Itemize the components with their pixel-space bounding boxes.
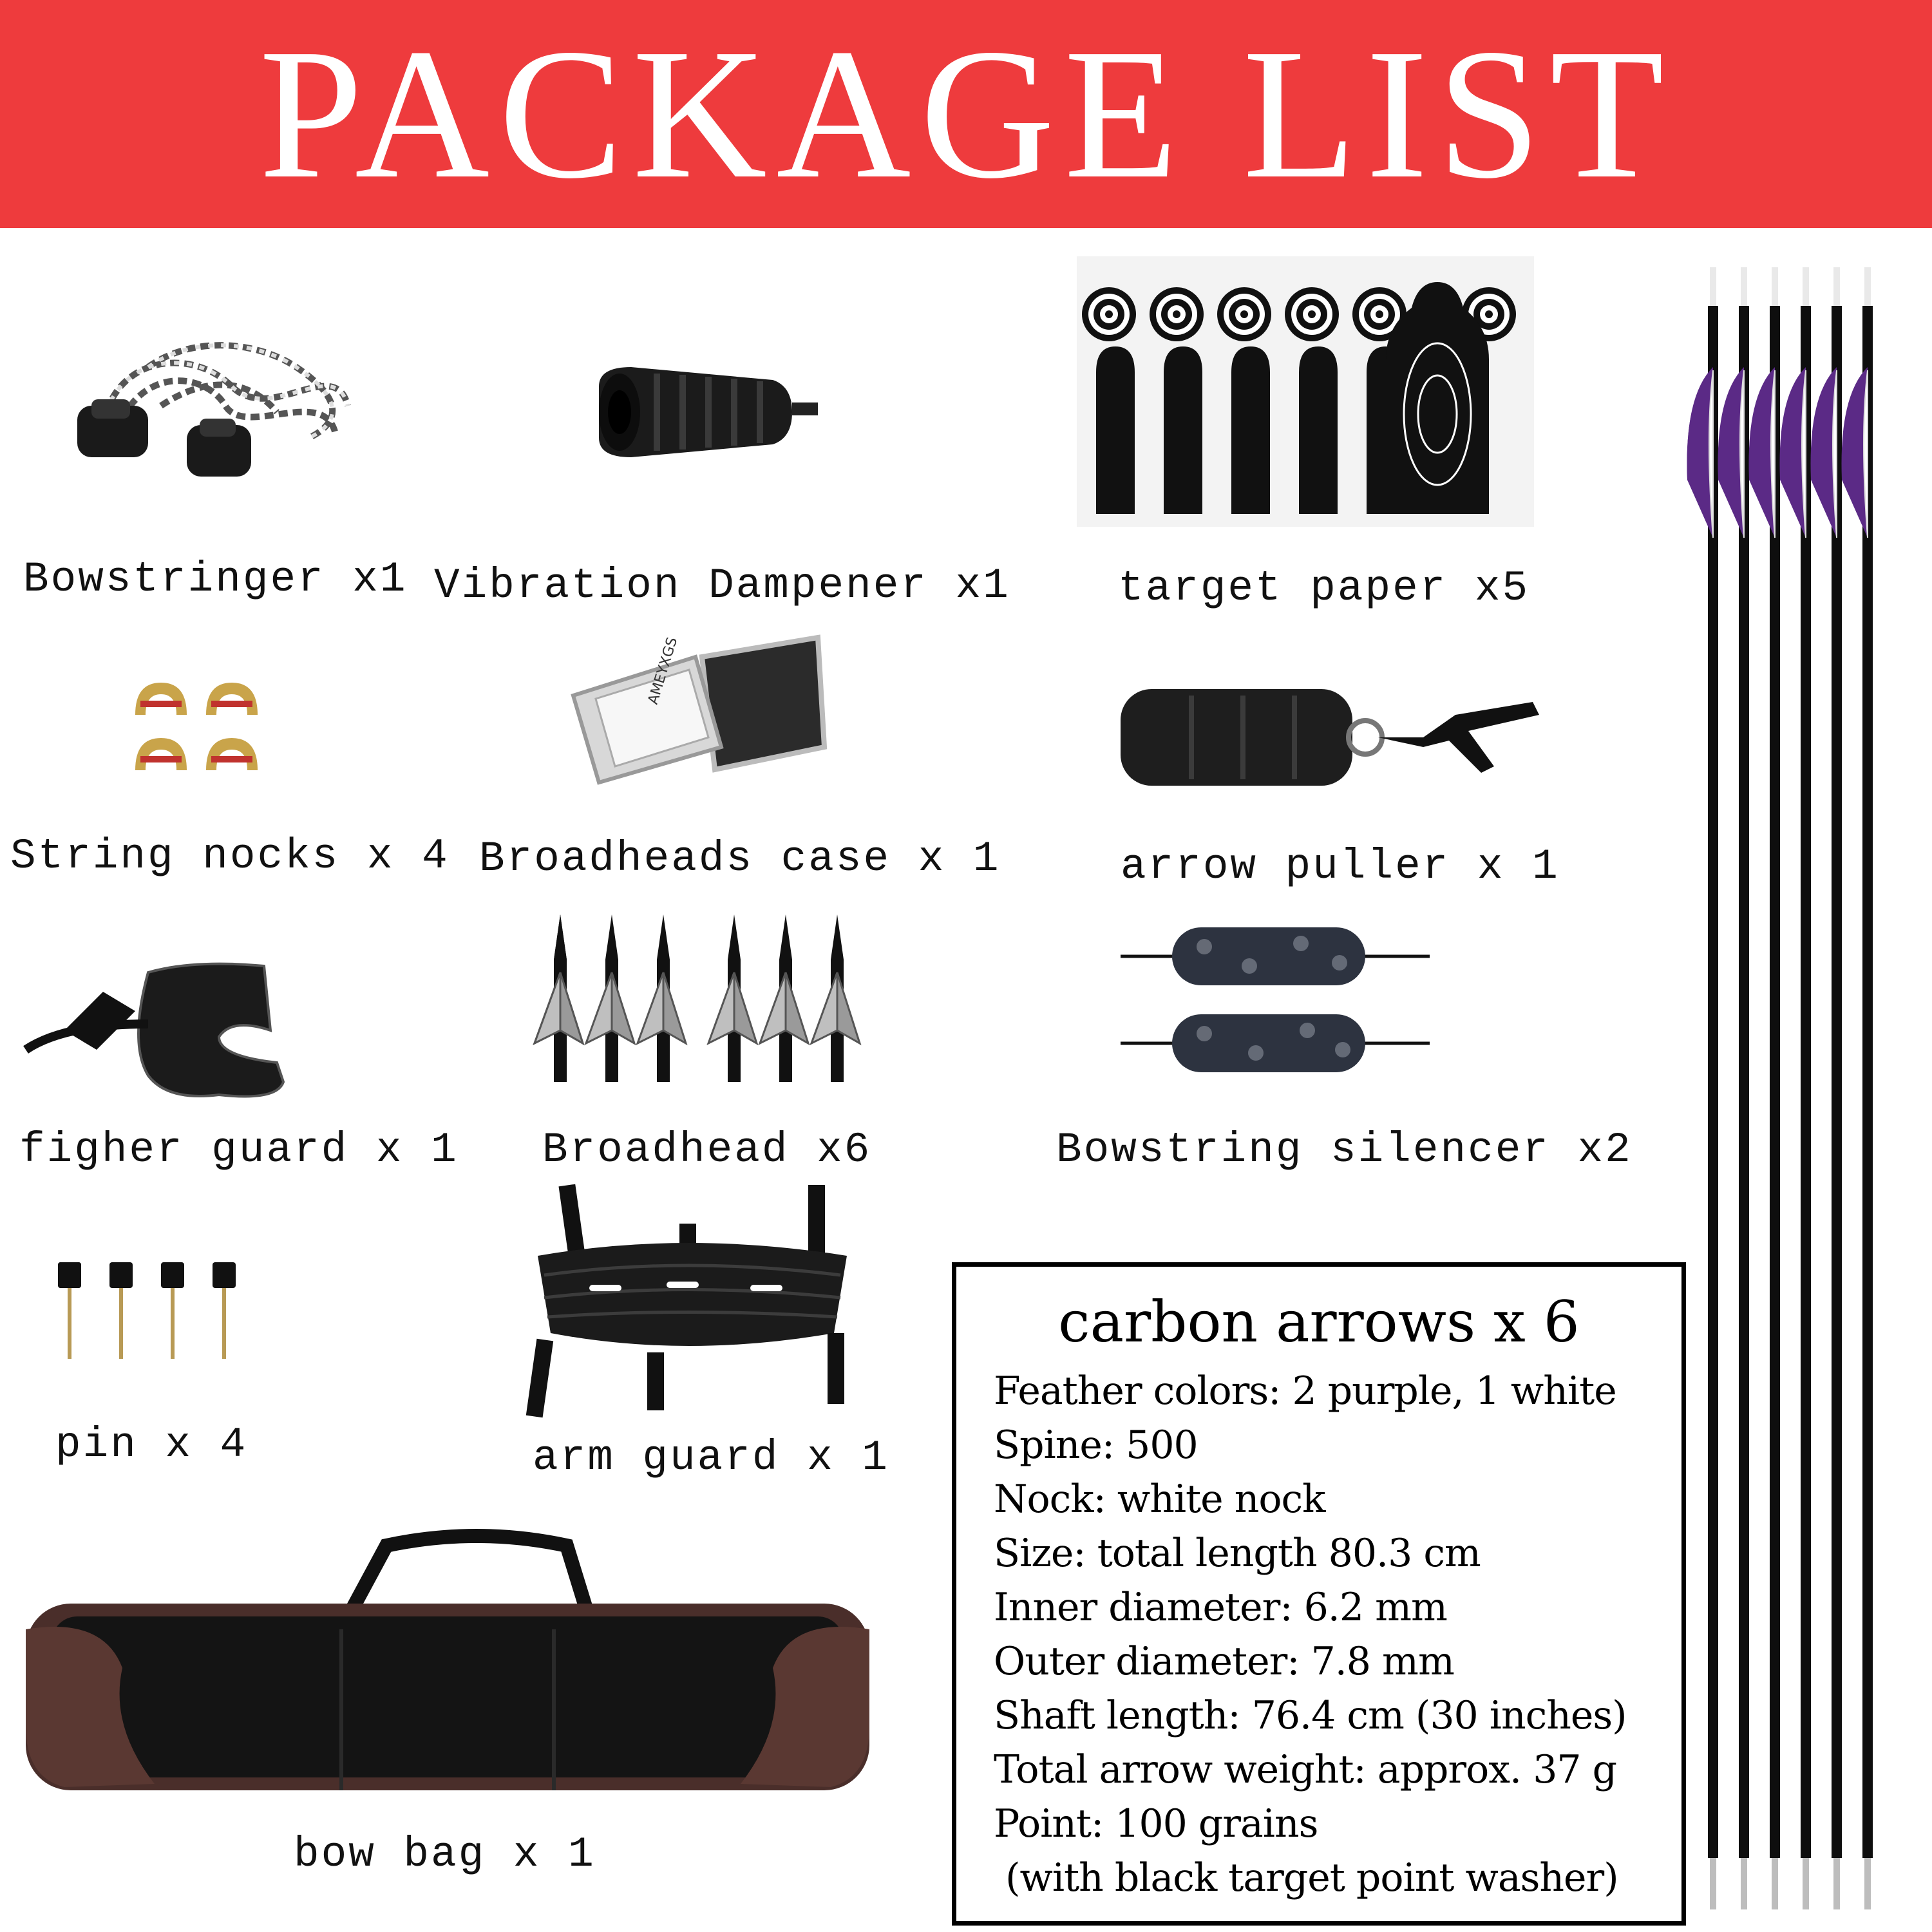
bowstringer-icon: [64, 328, 374, 483]
bowstringer-label: Bowstringer x1: [23, 555, 408, 603]
bowstringer-item: [23, 328, 408, 603]
spec-point: Point: 100 grains: [994, 1801, 1318, 1846]
broadheads-case-label: Broadheads case x 1: [479, 835, 1001, 883]
pin-icon: [58, 1262, 251, 1365]
spec-box-title: carbon arrows x 6: [1058, 1289, 1580, 1355]
bowstring-silencer-icon: [1121, 921, 1430, 1088]
carbon-arrows-spec-box: [952, 1262, 1686, 1926]
bow-bag-item: [26, 1533, 869, 1879]
pin-item: [55, 1262, 251, 1469]
string-nocks-label: String nocks x 4: [10, 832, 450, 880]
carbon-arrows-icon: [1687, 267, 1906, 1909]
pin-label: pin x 4: [55, 1421, 248, 1469]
spec-size: Size: total length 80.3 cm: [994, 1531, 1481, 1576]
target-paper-item: [1077, 256, 1534, 612]
spec-spine: Spine: 500: [994, 1423, 1198, 1468]
bowstring-silencer-item: [1056, 921, 1633, 1174]
broadhead-icon: [535, 914, 869, 1088]
spec-outer-diameter: Outer diameter: 7.8 mm: [994, 1639, 1454, 1684]
vibration-dampener-icon: [580, 341, 837, 483]
bow-bag-icon: [26, 1533, 869, 1790]
finger-guard-label: figher guard x 1: [19, 1126, 459, 1174]
arm-guard-item: [525, 1185, 889, 1482]
spec-inner-diameter: Inner diameter: 6.2 mm: [994, 1585, 1447, 1630]
finger-guard-icon: [26, 953, 296, 1108]
arrow-puller-item: [1121, 676, 1560, 891]
spec-nock: Nock: white nock: [994, 1477, 1325, 1522]
page-title: PACKAGE LIST: [259, 10, 1673, 217]
spec-shaft-length: Shaft length: 76.4 cm (30 inches): [994, 1693, 1627, 1738]
arrow-puller-label: arrow puller x 1: [1121, 842, 1560, 891]
carbon-arrows-item: [1687, 267, 1906, 1909]
spec-total-weight: Total arrow weight: approx. 37 g: [994, 1747, 1617, 1792]
broadhead-label: Broadhead x6: [542, 1126, 872, 1174]
target-paper-icon: [1077, 256, 1534, 527]
case-brand-text: AMEYXGS: [645, 635, 681, 706]
string-nocks-icon: [122, 676, 270, 792]
arm-guard-icon: [525, 1185, 847, 1423]
arrow-puller-icon: [1121, 676, 1546, 799]
bow-bag-label: bow bag x 1: [294, 1830, 596, 1879]
arm-guard-label: arm guard x 1: [533, 1434, 889, 1482]
vibration-dampener-item: [434, 341, 1010, 610]
broadhead-item: [535, 914, 872, 1174]
broadheads-case-item: [479, 631, 1001, 883]
target-paper-label: target paper x5: [1118, 564, 1530, 612]
spec-feather-colors: Feather colors: 2 purple, 1 white: [994, 1368, 1616, 1414]
vibration-dampener-label: Vibration Dampener x1: [434, 562, 1010, 610]
finger-guard-item: [19, 953, 459, 1174]
spec-point-note: (with black target point washer): [994, 1855, 1618, 1900]
broadheads-case-icon: [560, 631, 831, 786]
bowstring-silencer-label: Bowstring silencer x2: [1056, 1126, 1633, 1174]
string-nocks-item: [10, 676, 450, 880]
header-banner: [0, 0, 1932, 228]
